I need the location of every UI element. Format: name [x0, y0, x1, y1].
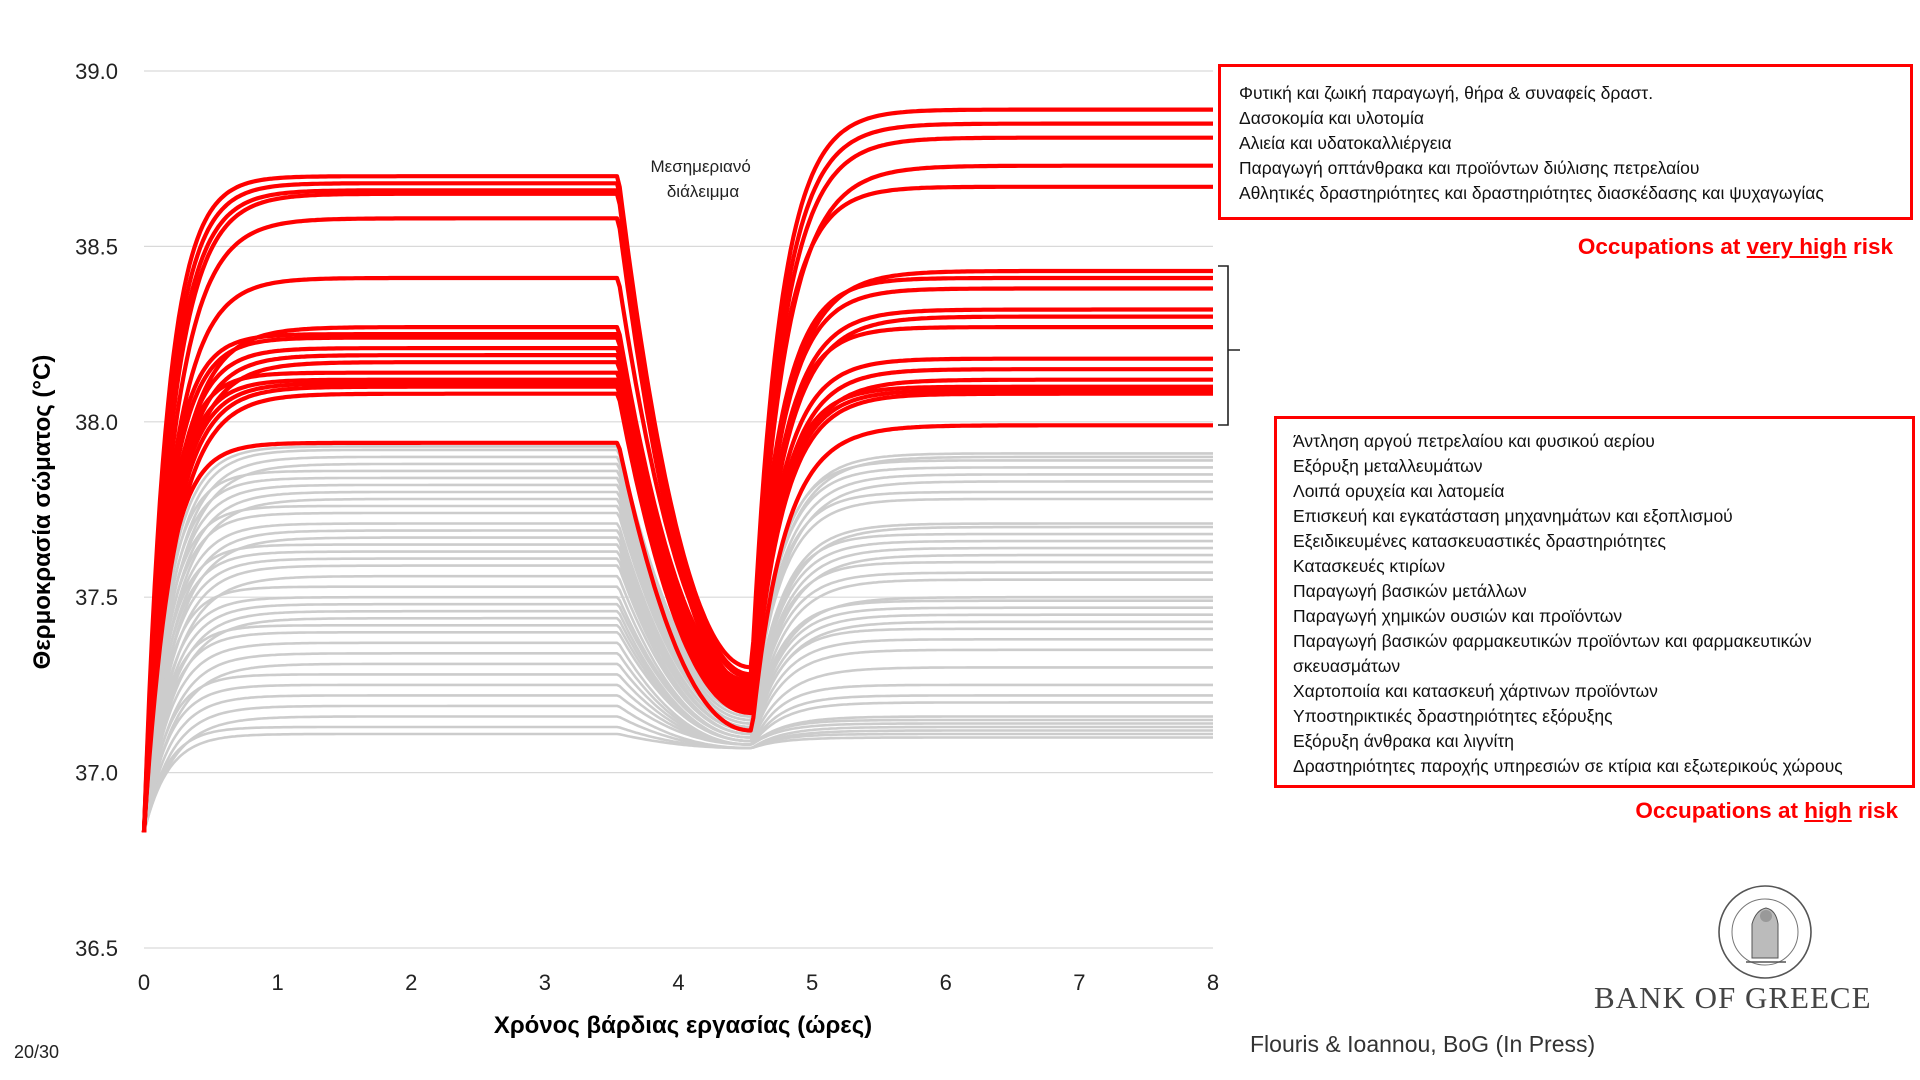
high-risk-list — [1293, 429, 1896, 779]
grid-lines — [144, 71, 1213, 948]
very-high-risk-occupations-box — [1218, 64, 1913, 220]
series-group-other-occupations — [144, 446, 1213, 832]
risk-label-suffix: risk — [1851, 798, 1898, 823]
x-tick-label: 4 — [672, 970, 685, 995]
annotation-line-1: Μεσημεριανό — [650, 157, 751, 176]
list-item: Κατασκευές κτιρίων — [1293, 556, 1446, 576]
annotation-line-2: διάλειμμα — [666, 182, 740, 201]
x-axis-label: Χρόνος βάρδιας εργασίας (ώρες) — [493, 1012, 873, 1039]
x-tick-label: 8 — [1206, 970, 1220, 995]
risk-label-suffix: risk — [1846, 234, 1893, 259]
list-item: Λοιπά ορυχεία και λατομεία — [1293, 481, 1505, 501]
high-risk-occupations-box — [1274, 416, 1915, 788]
series-line — [144, 734, 1213, 832]
y-tick-label: 38.0 — [75, 409, 118, 435]
very-high-risk-list — [1239, 81, 1892, 206]
list-item: Υποστηρικτικές δραστηριότητες εξόρυξης — [1293, 706, 1613, 726]
source-citation: Flouris & Ioannou, BoG (In Press) — [1250, 1031, 1596, 1057]
list-item: Παραγωγή οπτάνθρακα και προϊόντων διύλισης πετρελαίου — [1239, 158, 1700, 178]
high-risk-label — [1635, 798, 1898, 824]
list-item: Επισκευή και εγκατάσταση μηχανημάτων και εξοπλισμού — [1293, 506, 1733, 526]
list-item: Παραγωγή βασικών φαρμακευτικών προϊόντων και φαρμακευτικών σκευασμάτων — [1293, 631, 1812, 676]
list-item: Αλιεία και υδατοκαλλιέργεια — [1239, 133, 1452, 153]
x-tick-label: 1 — [271, 970, 284, 995]
high-risk-bracket — [1218, 266, 1240, 441]
x-tick-label: 2 — [405, 970, 418, 995]
risk-label-prefix: Occupations at — [1577, 234, 1747, 259]
list-item: Παραγωγή χημικών ουσιών και προϊόντων — [1293, 606, 1623, 626]
list-item: Φυτική και ζωική παραγωγή, θήρα & συναφείς δραστ. — [1239, 83, 1654, 103]
y-axis-label: Θερμοκρασία σώματος (°C) — [29, 354, 56, 670]
x-tick-label: 6 — [939, 970, 952, 995]
y-tick-label: 38.5 — [75, 234, 118, 260]
series-line — [144, 727, 1213, 832]
list-item: Εξειδικευμένες κατασκευαστικές δραστηριότητες — [1293, 531, 1666, 551]
very-high-risk-label — [1578, 234, 1893, 260]
list-item: Παραγωγή βασικών μετάλλων — [1293, 581, 1527, 601]
list-item: Εξόρυξη μεταλλευμάτων — [1293, 456, 1483, 476]
list-item: Δασοκομία και υλοτομία — [1239, 108, 1424, 128]
risk-label-emphasis: very high — [1746, 234, 1847, 259]
y-tick-label: 37.5 — [75, 585, 118, 611]
y-tick-labels — [75, 59, 118, 961]
page-number: 20/30 — [14, 1042, 60, 1062]
lunch-break-annotation — [650, 157, 755, 201]
x-tick-label: 5 — [806, 970, 819, 995]
list-item: Χαρτοποιία και κατασκευή χάρτινων προϊόντων — [1293, 681, 1658, 701]
list-item: Άντληση αργού πετρελαίου και φυσικού αερίου — [1293, 431, 1655, 451]
x-tick-label: 3 — [538, 970, 551, 995]
y-tick-label: 36.5 — [75, 936, 118, 961]
list-item: Εξόρυξη άνθρακα και λιγνίτη — [1293, 731, 1514, 751]
x-tick-label: 0 — [137, 970, 151, 995]
list-item: Αθλητικές δραστηριότητες και δραστηριότητες διασκέδασης και ψυχαγωγίας — [1239, 183, 1824, 203]
y-tick-label: 39.0 — [75, 59, 118, 84]
x-tick-labels — [138, 970, 1219, 995]
x-tick-label: 7 — [1073, 970, 1086, 995]
bank-of-greece-wordmark: BANK OF GREECE — [1594, 980, 1872, 1015]
risk-label-emphasis: high — [1804, 798, 1852, 823]
y-tick-label: 37.0 — [75, 760, 118, 786]
risk-label-prefix: Occupations at — [1635, 798, 1805, 823]
list-item: Δραστηριότητες παροχής υπηρεσιών σε κτίρια και εξωτερικούς χώρους — [1293, 756, 1843, 776]
